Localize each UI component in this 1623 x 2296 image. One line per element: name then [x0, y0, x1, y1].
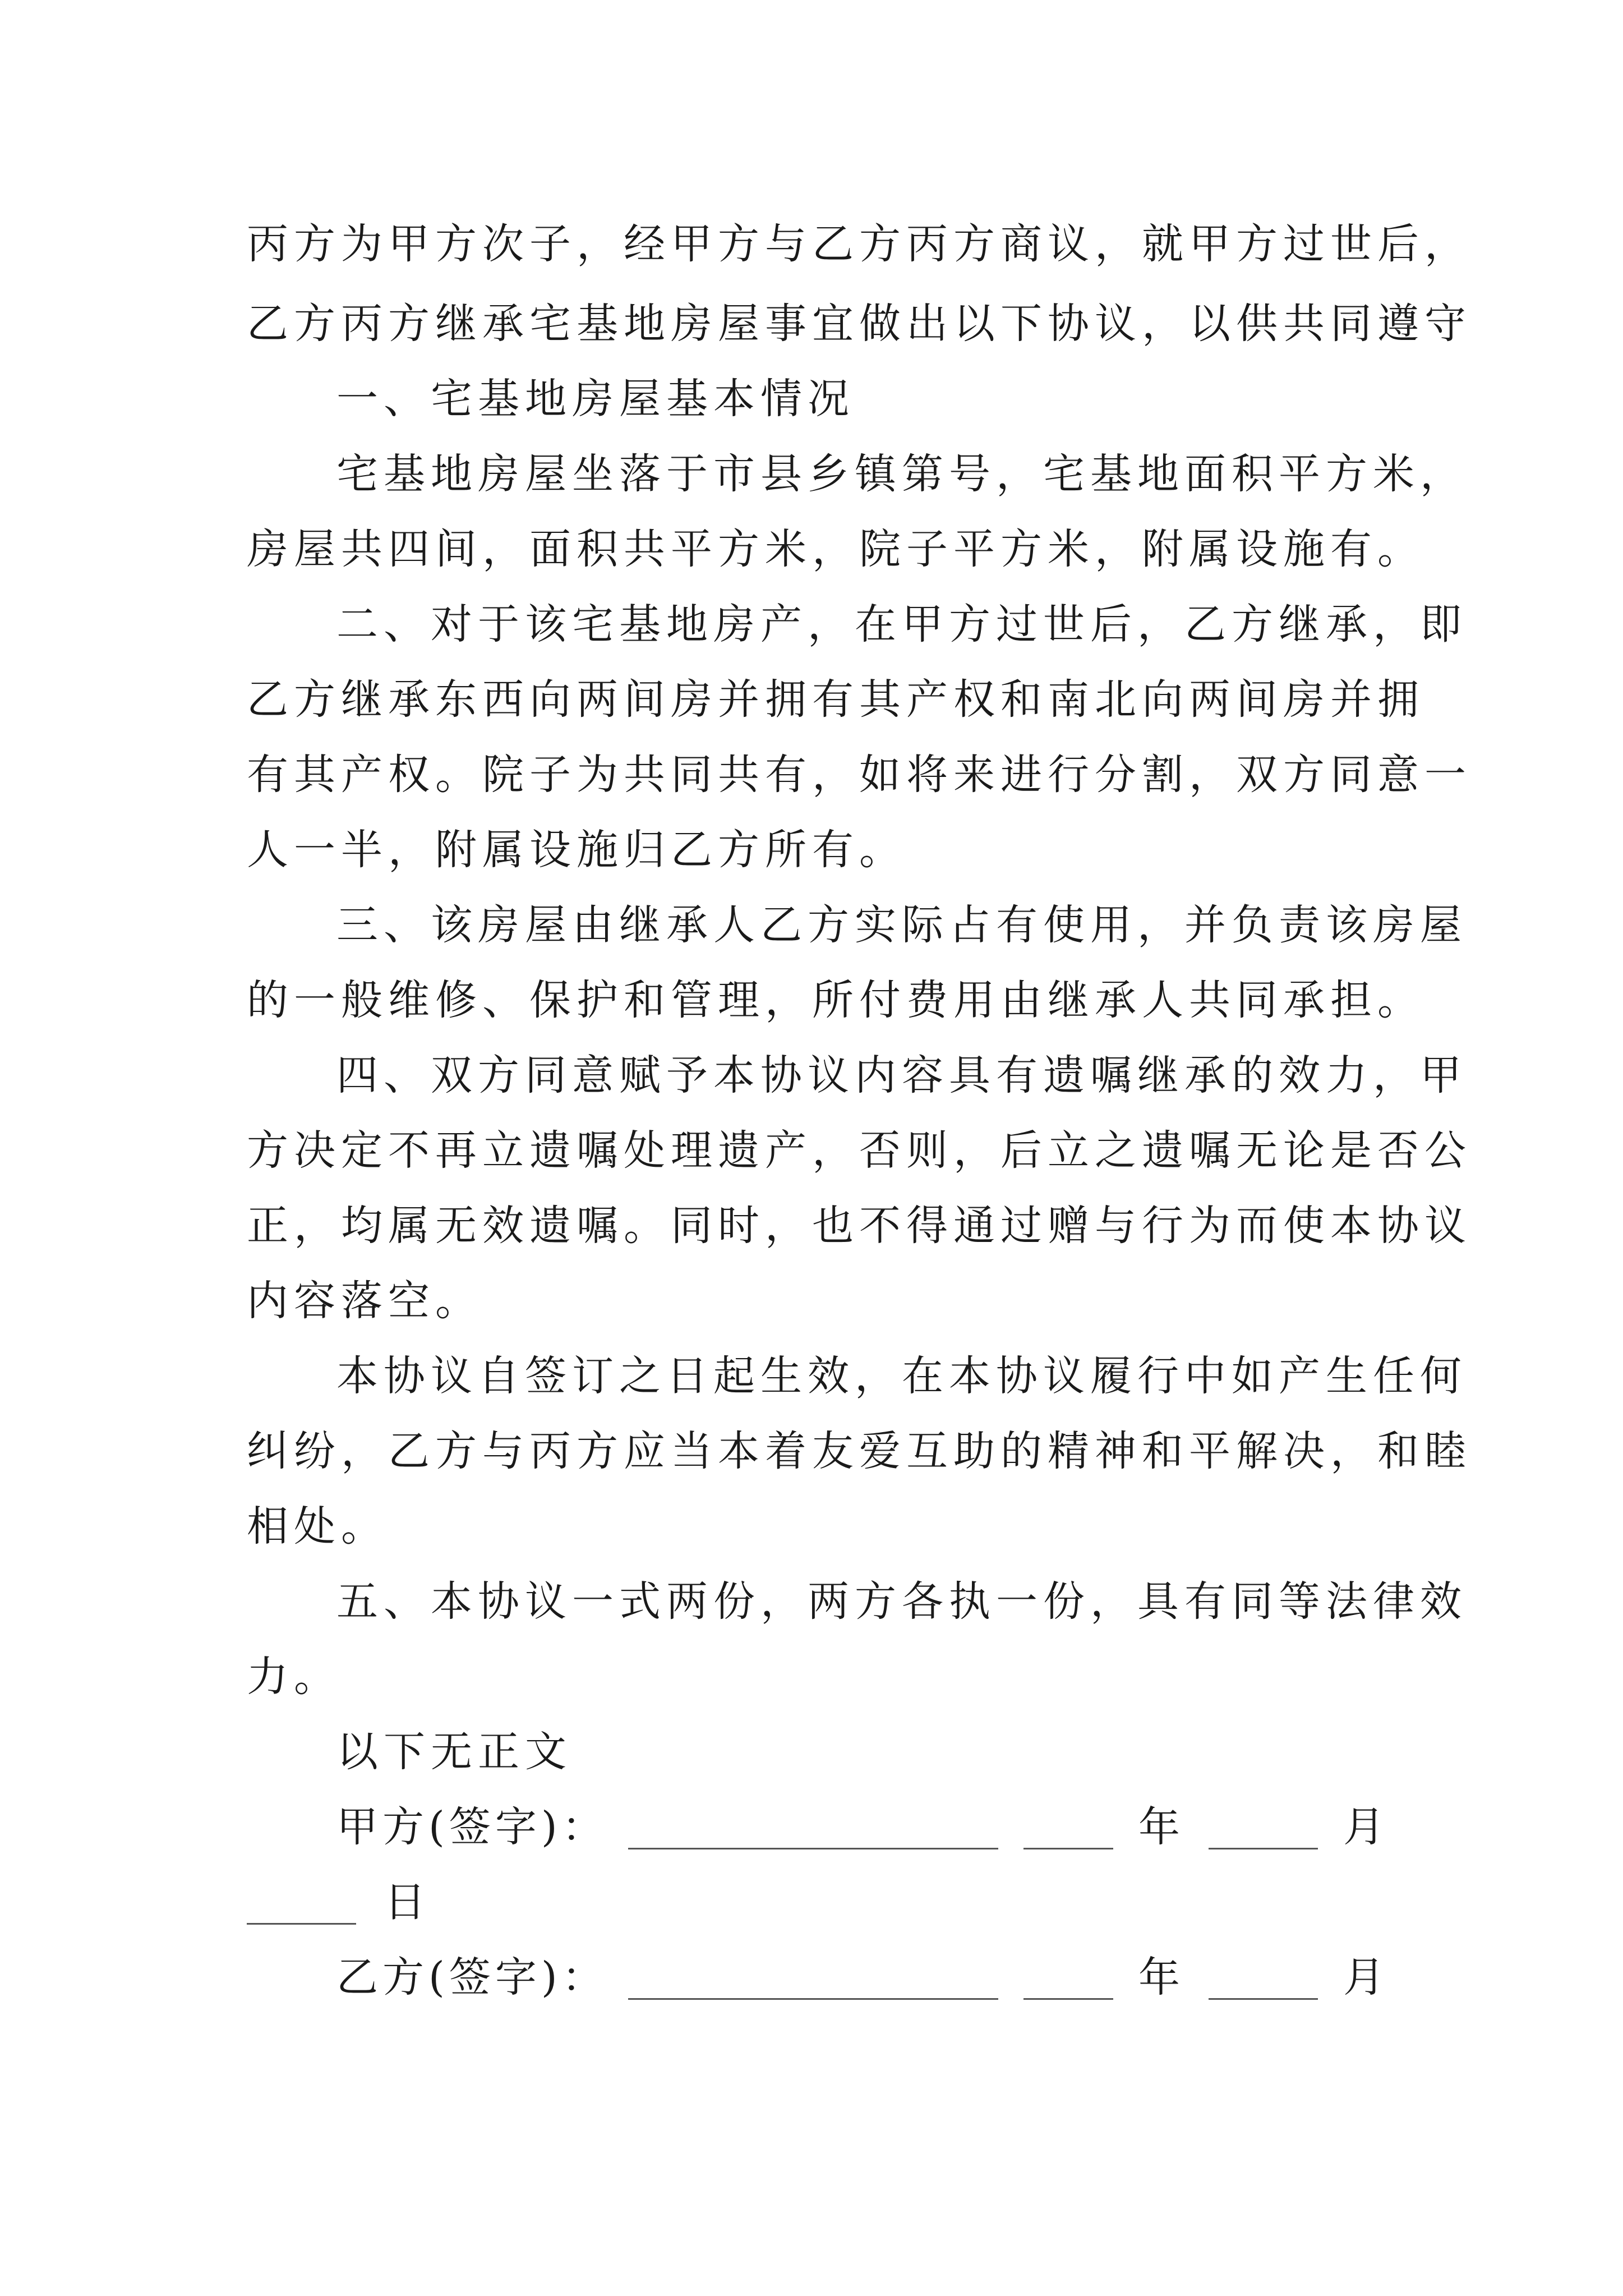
year-label: 年 [1138, 1803, 1180, 1851]
paragraph-line: 乙方丙方继承宅基地房屋事宜做出以下协议，以供共同遵守 [247, 300, 1472, 348]
paragraph-line: 五、本协议一式两份，两方各执一份，具有同等法律效 [336, 1577, 1467, 1626]
paragraph-line: 相处。 [247, 1502, 388, 1550]
paragraph-line: 三、该房屋由继承人乙方实际占有使用，并负责该房屋 [336, 901, 1467, 949]
paragraph-line: 四、双方同意赋予本协议内容具有遗嘱继承的效力，甲 [336, 1051, 1467, 1099]
paragraph-line: 丙方为甲方次子，经甲方与乙方丙方商议，就甲方过世后， [247, 220, 1472, 268]
party-a-day-row [247, 1877, 471, 1927]
party-a-month-blank[interactable] [1209, 1848, 1318, 1849]
party-a-year-blank[interactable] [1023, 1848, 1113, 1849]
closing-note: 以下无正文 [336, 1728, 572, 1776]
paragraph-line: 正，均属无效遗嘱。同时，也不得通过赠与行为而使本协议 [247, 1202, 1472, 1250]
party-a-signature-blank[interactable] [628, 1848, 998, 1849]
party-b-signature-row [336, 1952, 1391, 2003]
paragraph-line: 纠纷，乙方与丙方应当本着友爱互助的精神和平解决，和睦 [247, 1427, 1472, 1475]
paragraph-line: 房屋共四间，面积共平方米，院子平方米，附属设施有。 [247, 525, 1424, 573]
party-a-label: 甲方(签字)： [336, 1803, 608, 1851]
month-label: 月 [1343, 1953, 1385, 2001]
party-b-signature-blank[interactable] [628, 1998, 998, 2000]
month-label: 月 [1343, 1803, 1385, 1851]
paragraph-line: 乙方继承东西向两间房并拥有其产权和南北向两间房并拥 [247, 675, 1424, 724]
party-a-signature-row [336, 1802, 1391, 1852]
paragraph-line: 人一半，附属设施归乙方所有。 [247, 826, 906, 874]
paragraph-line: 有其产权。院子为共同共有，如将来进行分割，双方同意一 [247, 751, 1472, 799]
paragraph-line: 本协议自签订之日起生效，在本协议履行中如产生任何 [336, 1352, 1467, 1400]
paragraph-line: 二、对于该宅基地房产，在甲方过世后，乙方继承，即 [336, 600, 1467, 648]
paragraph-line: 的一般维修、保护和管理，所付费用由继承人共同承担。 [247, 976, 1424, 1024]
party-b-year-blank[interactable] [1023, 1998, 1113, 2000]
paragraph-line: 方决定不再立遗嘱处理遗产，否则，后立之遗嘱无论是否公 [247, 1126, 1472, 1175]
paragraph-line: 宅基地房屋坐落于市县乡镇第号，宅基地面积平方米， [336, 450, 1467, 498]
party-a-day-blank[interactable] [247, 1923, 356, 1925]
section-heading: 一、宅基地房屋基本情况 [336, 375, 855, 423]
paragraph-line: 力。 [247, 1653, 341, 1701]
year-label: 年 [1138, 1953, 1180, 2001]
party-b-month-blank[interactable] [1209, 1998, 1318, 2000]
day-label: 日 [384, 1878, 426, 1926]
paragraph-line: 内容落空。 [247, 1277, 482, 1325]
party-b-label: 乙方(签字)： [336, 1953, 608, 2001]
